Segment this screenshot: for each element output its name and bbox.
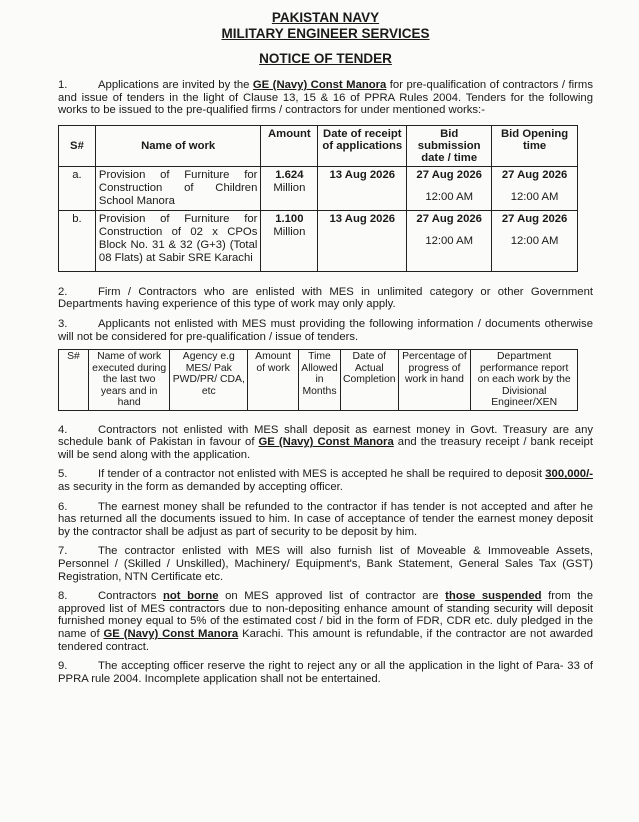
- paragraph-number: 9.: [58, 660, 68, 673]
- col-bid-submission: Bid submission date / time: [407, 125, 492, 166]
- row-receipt-date: 13 Aug 2026: [318, 210, 407, 271]
- ge-name: GE (Navy) Const Manora: [252, 79, 387, 91]
- paragraph-1: 1. Applications are invited by the GE (Navy) Const Manora for pre-qualification of contractors / firms and issue of tenders in the light of Clause 13, 15 & 16 of PPRA Rules 2004. Tenders for the following works to be issued to the pre-qualified firms / contractors for under mentioned works:-: [58, 79, 593, 117]
- paragraph-number: 6.: [58, 500, 68, 513]
- row-submission: 27 Aug 2026 12:00 AM: [407, 166, 492, 210]
- paragraph-number: 5.: [58, 468, 68, 481]
- paragraph-3: 3. Applicants not enlisted with MES must providing the following information / documents otherwise will not be considered for pre-qualification / issue of tenders.: [58, 317, 593, 343]
- paragraph-number: 2.: [58, 285, 68, 298]
- col-amount-of-work: Amount of work: [248, 350, 299, 411]
- col-date-receipt: Date of receipt of applications: [318, 125, 407, 166]
- col-sno: S#: [59, 350, 89, 411]
- emphasis-those-suspended: those suspended: [445, 590, 542, 603]
- col-time-allowed: Time Allowed in Months: [299, 350, 341, 411]
- paragraph-number: 1.: [58, 79, 68, 91]
- paragraph-9: 9. The accepting officer reserve the right to reject any or all the application in the light of Para- 33 of PPRA rule 2004. Incomplete application shall not be entertained.: [58, 660, 593, 685]
- paragraph-6: 6. The earnest money shall be refunded to the contractor if has tender is not accepted and after he has returned all the documents issued to him. In case of acceptance of tender the earnest money deposit by the contractor shall be adjust as part of security to be deposit by him.: [58, 500, 593, 538]
- row-amount: 1.100 Million: [261, 210, 318, 271]
- notice-title: NOTICE OF TENDER: [259, 51, 392, 66]
- paragraph-2: 2. Firm / Contractors who are enlisted with MES in unlimited category or other Government Departments having experience of this type of work may only apply.: [58, 285, 593, 311]
- col-actual-completion: Date of Actual Completion: [340, 350, 398, 411]
- paragraph-8: 8. Contractors not borne on MES approved list of contractor are those suspended from the approved list of MES contractors due to non-depositing enhance amount of standing security will deposit furnished money equal to 5% of the estimated cost / bid in the form of FDR, CDR etc. duly pledged in the name of GE (Navy) Const Manora Karachi. This amount is refundable, if the contractor are not awarded tendered contract.: [58, 590, 593, 653]
- row-sno: a.: [59, 166, 96, 210]
- col-bid-opening: Bid Opening time: [492, 125, 578, 166]
- col-work-executed: Name of work executed during the last two years and in hand: [88, 350, 170, 411]
- row-sno: b.: [59, 210, 96, 271]
- row-receipt-date: 13 Aug 2026: [318, 166, 407, 210]
- table-row: [59, 210, 578, 271]
- paragraph-number: 7.: [58, 545, 68, 558]
- col-amount: Amount: [261, 125, 318, 166]
- paragraph-5: 5. If tender of a contractor not enlisted with MES is accepted he shall be required to deposit 300,000/- as security in the form as demanded by accepting officer.: [58, 468, 593, 494]
- table-row: [59, 166, 578, 210]
- information-table: [58, 349, 578, 411]
- document-header: [58, 10, 593, 42]
- col-performance-report: Department performance report on each work by the Divisional Engineer/XEN: [471, 350, 578, 411]
- paragraph-number: 8.: [58, 590, 68, 603]
- row-work-name: Provision of Furniture for Construction of 02 x CPOs Block No. 31 & 32 (G+3) (Total 08 Flats) at Sabir SRE Karachi: [95, 210, 260, 271]
- row-opening: 27 Aug 2026 12:00 AM: [492, 210, 578, 271]
- dept-name: MILITARY ENGINEER SERVICES: [221, 26, 430, 41]
- ge-name: GE (Navy) Const Manora: [103, 627, 239, 640]
- col-progress: Percentage of progress of work in hand: [398, 350, 471, 411]
- col-name-of-work: Name of work: [95, 125, 260, 166]
- org-name: PAKISTAN NAVY: [271, 10, 380, 25]
- ge-name: GE (Navy) Const Manora: [258, 436, 394, 449]
- paragraph-number: 4.: [58, 423, 68, 436]
- works-table: [58, 125, 578, 272]
- emphasis-not-borne: not borne: [162, 590, 219, 603]
- row-opening: 27 Aug 2026 12:00 AM: [492, 166, 578, 210]
- row-work-name: Provision of Furniture for Construction of Children School Manora: [95, 166, 260, 210]
- paragraph-4: 4. Contractors not enlisted with MES shall deposit as earnest money in Govt. Treasury are any schedule bank of Pakistan in favour of GE (Navy) Const Manora and the treasury receipt / bank receipt will be send along with the application.: [58, 423, 593, 461]
- row-amount: 1.624 Million: [261, 166, 318, 210]
- row-submission: 27 Aug 2026 12:00 AM: [407, 210, 492, 271]
- security-amount: 300,000/-: [545, 468, 593, 481]
- paragraph-7: 7. The contractor enlisted with MES will also furnish list of Moveable & Immoveable Assets, Personnel / (Skilled / Unskilled), Machinery/ Equipment's, Bank Statement, General Sales Tax (GST) Registration, NTN Certificate etc.: [58, 545, 593, 583]
- table-header-row: [59, 350, 578, 411]
- table-header-row: [59, 125, 578, 166]
- col-agency: Agency e.g MES/ Pak PWD/PR/ CDA, etc: [170, 350, 248, 411]
- col-sno: S#: [59, 125, 96, 166]
- paragraph-number: 3.: [58, 317, 68, 330]
